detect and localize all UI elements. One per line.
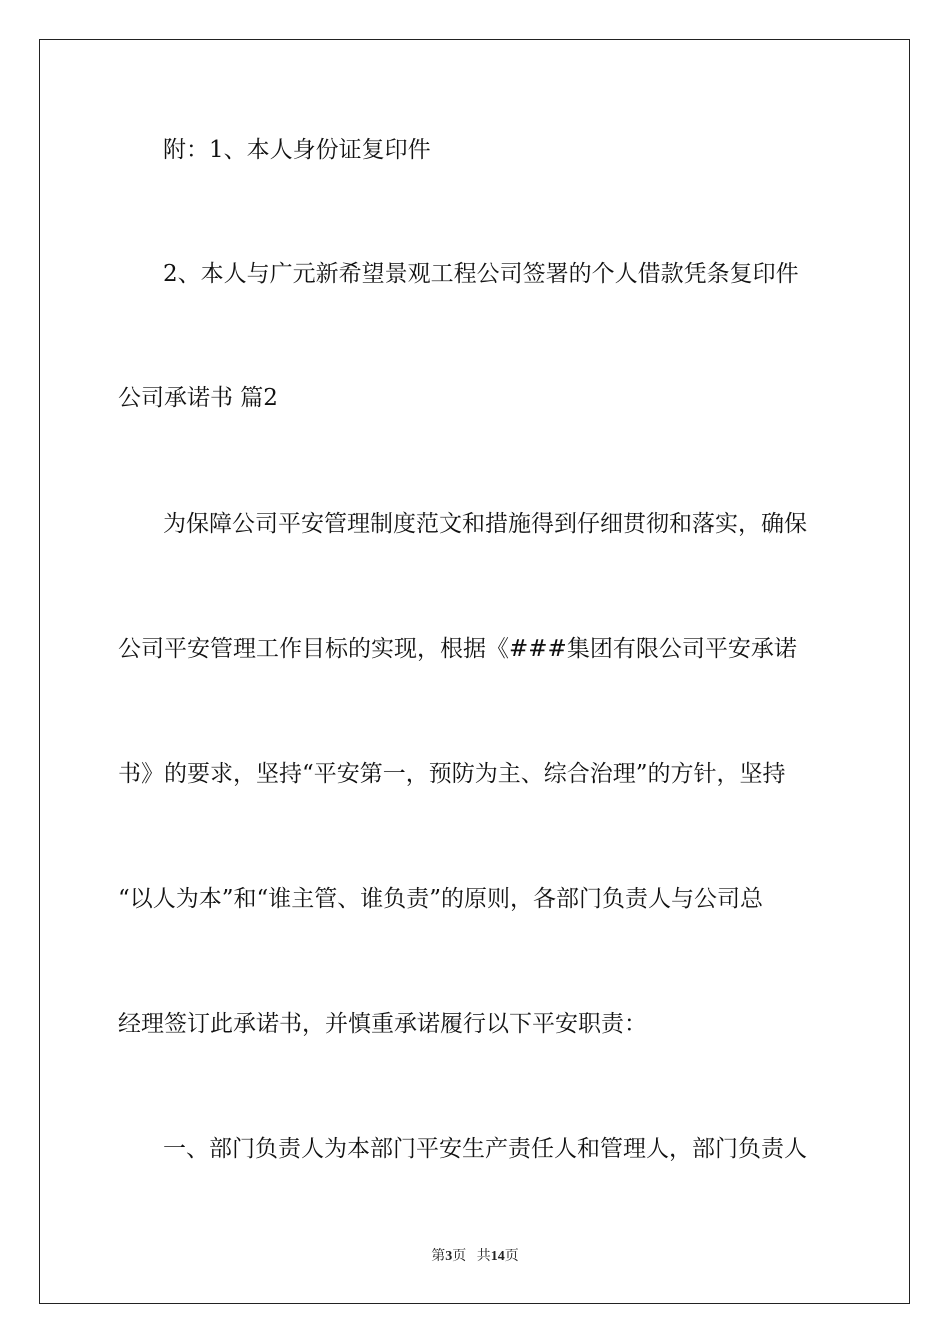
paragraph-line: 一、部门负责人为本部门平安生产责任人和管理人，部门负责人 <box>163 1136 807 1162</box>
page-prefix: 第 <box>431 1249 446 1264</box>
total-prefix: 共 <box>476 1249 491 1264</box>
total-pages: 14 <box>490 1249 505 1264</box>
paragraph-line: “以人为本”和“谁主管、谁负责”的原则，各部门负责人与公司总 <box>118 886 764 912</box>
page-suffix: 页 <box>452 1249 467 1264</box>
paragraph-line: 书》的要求，坚持“平安第一，预防为主、综合治理”的方针，坚持 <box>118 761 786 787</box>
section-heading: 公司承诺书 篇2 <box>118 385 278 411</box>
page-border <box>39 39 910 1304</box>
page-number: 3 <box>445 1249 453 1264</box>
paragraph-line: 为保障公司平安管理制度范文和措施得到仔细贯彻和落实，确保 <box>163 511 807 537</box>
total-suffix: 页 <box>504 1249 519 1264</box>
page-footer <box>0 1248 950 1266</box>
paragraph-line: 公司平安管理工作目标的实现，根据《###集团有限公司平安承诺 <box>118 636 797 662</box>
attachment-line-2: 2、本人与广元新希望景观工程公司签署的个人借款凭条复印件 <box>163 261 799 287</box>
paragraph-line: 经理签订此承诺书，并慎重承诺履行以下平安职责： <box>118 1011 647 1037</box>
attachment-line-1: 附：1、本人身份证复印件 <box>163 137 431 163</box>
